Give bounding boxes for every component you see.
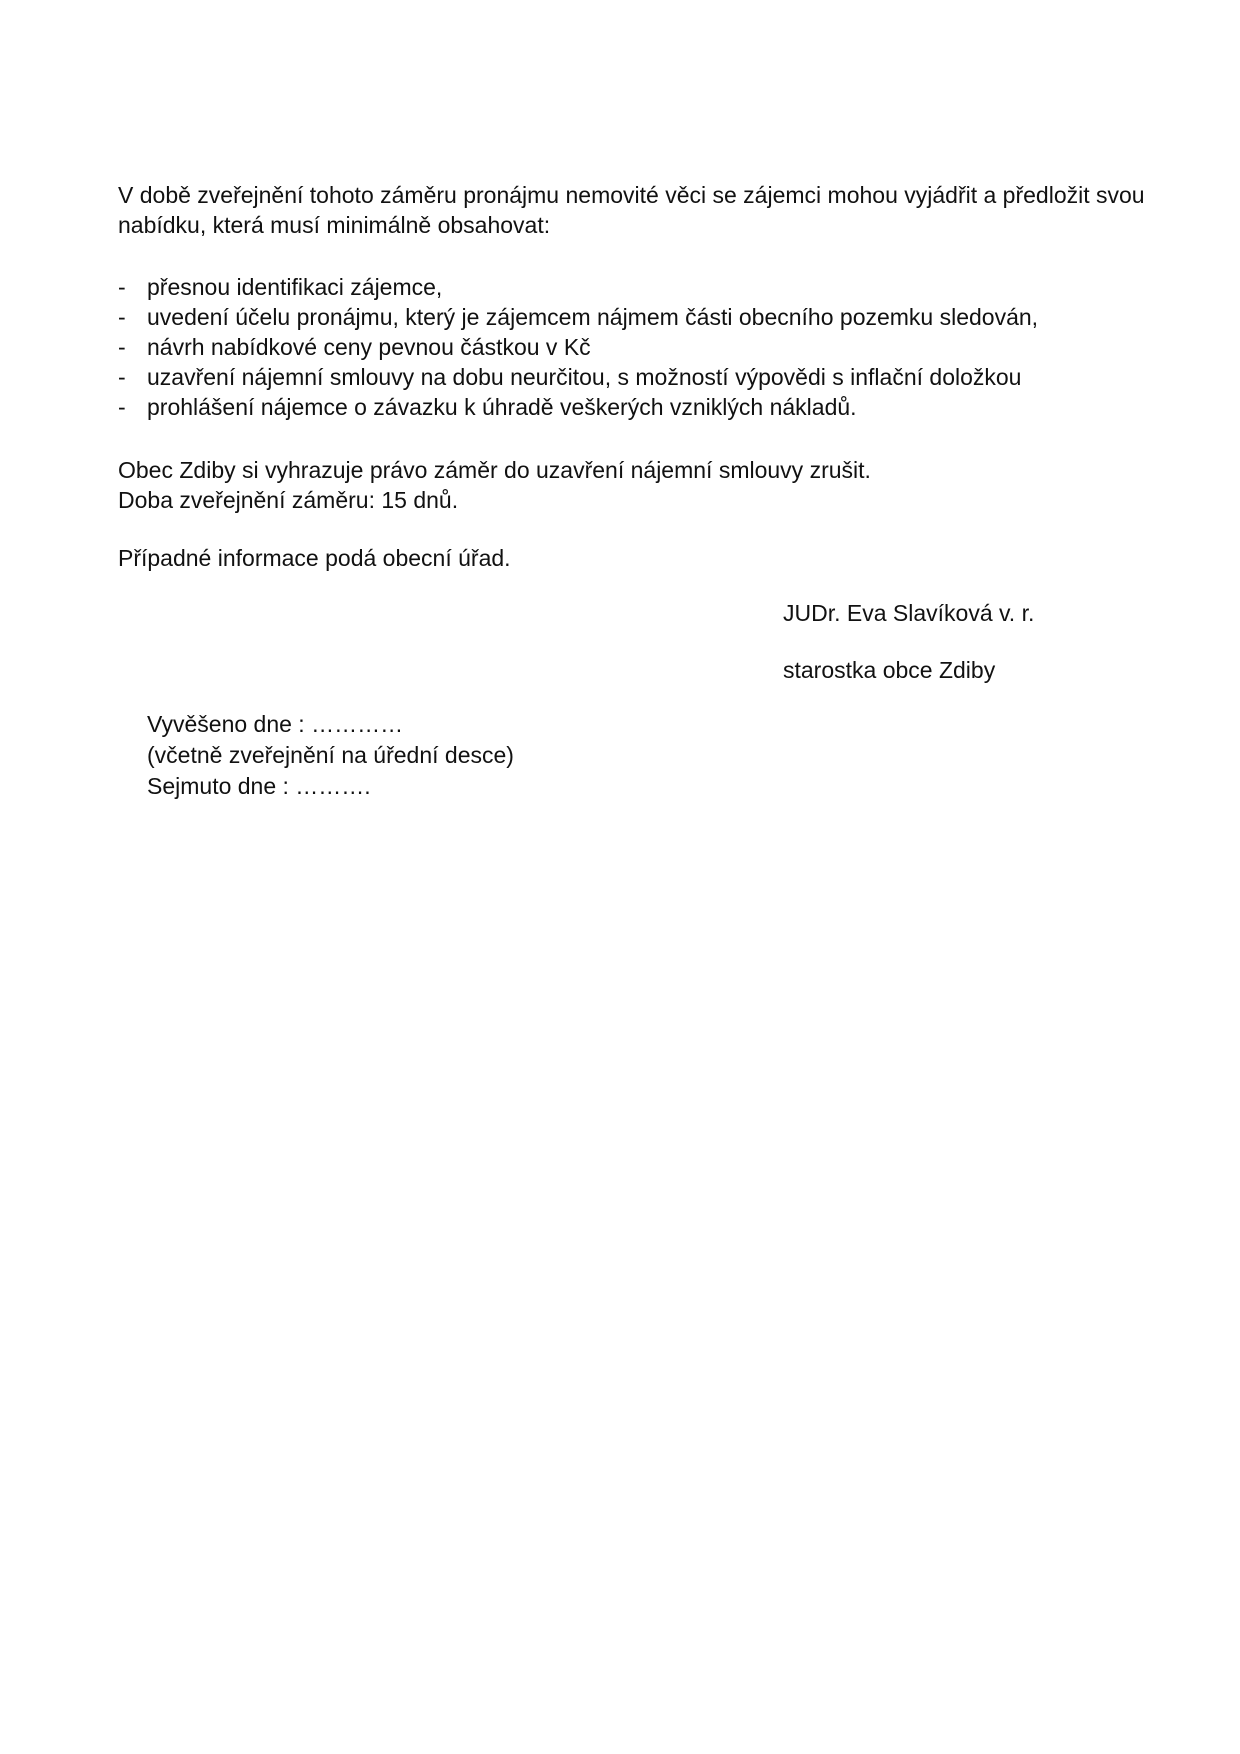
list-item-text: návrh nabídkové ceny pevnou částkou v Kč: [147, 334, 591, 360]
list-item: [118, 302, 1148, 332]
signatory-name: JUDr. Eva Slavíková v. r.: [783, 600, 1035, 626]
requirements-list: [118, 272, 1148, 422]
list-bullet: -: [118, 394, 126, 420]
signatory-title: starostka obce Zdiby: [783, 657, 996, 683]
posted-date-line: Vyvěšeno dne : …………: [147, 711, 404, 737]
list-item-text: uzavření nájemní smlouvy na dobu neurčitou, s možností výpovědi s inflační doložkou: [147, 364, 1022, 390]
list-item: [118, 392, 1148, 422]
list-bullet: -: [118, 274, 126, 300]
posting-record: [147, 709, 514, 802]
list-item: [118, 332, 1148, 362]
list-bullet: -: [118, 304, 126, 330]
reservation-statement: Obec Zdiby si vyhrazuje právo záměr do uzavření nájemní smlouvy zrušit.: [118, 457, 871, 483]
list-item-text: přesnou identifikaci zájemce,: [147, 274, 443, 300]
list-bullet: -: [118, 364, 126, 390]
list-item-text: uvedení účelu pronájmu, který je zájemcem nájmem části obecního pozemku sledován,: [147, 304, 1039, 330]
list-item: [118, 362, 1148, 392]
posting-note: (včetně zveřejnění na úřední desce): [147, 742, 514, 768]
list-item: [118, 272, 1148, 302]
list-item-text: prohlášení nájemce o závazku k úhradě veškerých vzniklých nákladů.: [147, 394, 857, 420]
intro-paragraph: V době zveřejnění tohoto záměru pronájmu nemovité věci se zájemci mohou vyjádřit a předložit svou nabídku, která musí minimálně obsahovat:: [118, 182, 1145, 238]
removed-date-line: Sejmuto dne : ……….: [147, 773, 371, 799]
publication-duration: Doba zveřejnění záměru: 15 dnů.: [118, 487, 459, 513]
information-note: Případné informace podá obecní úřad.: [118, 545, 511, 571]
list-bullet: -: [118, 334, 126, 360]
